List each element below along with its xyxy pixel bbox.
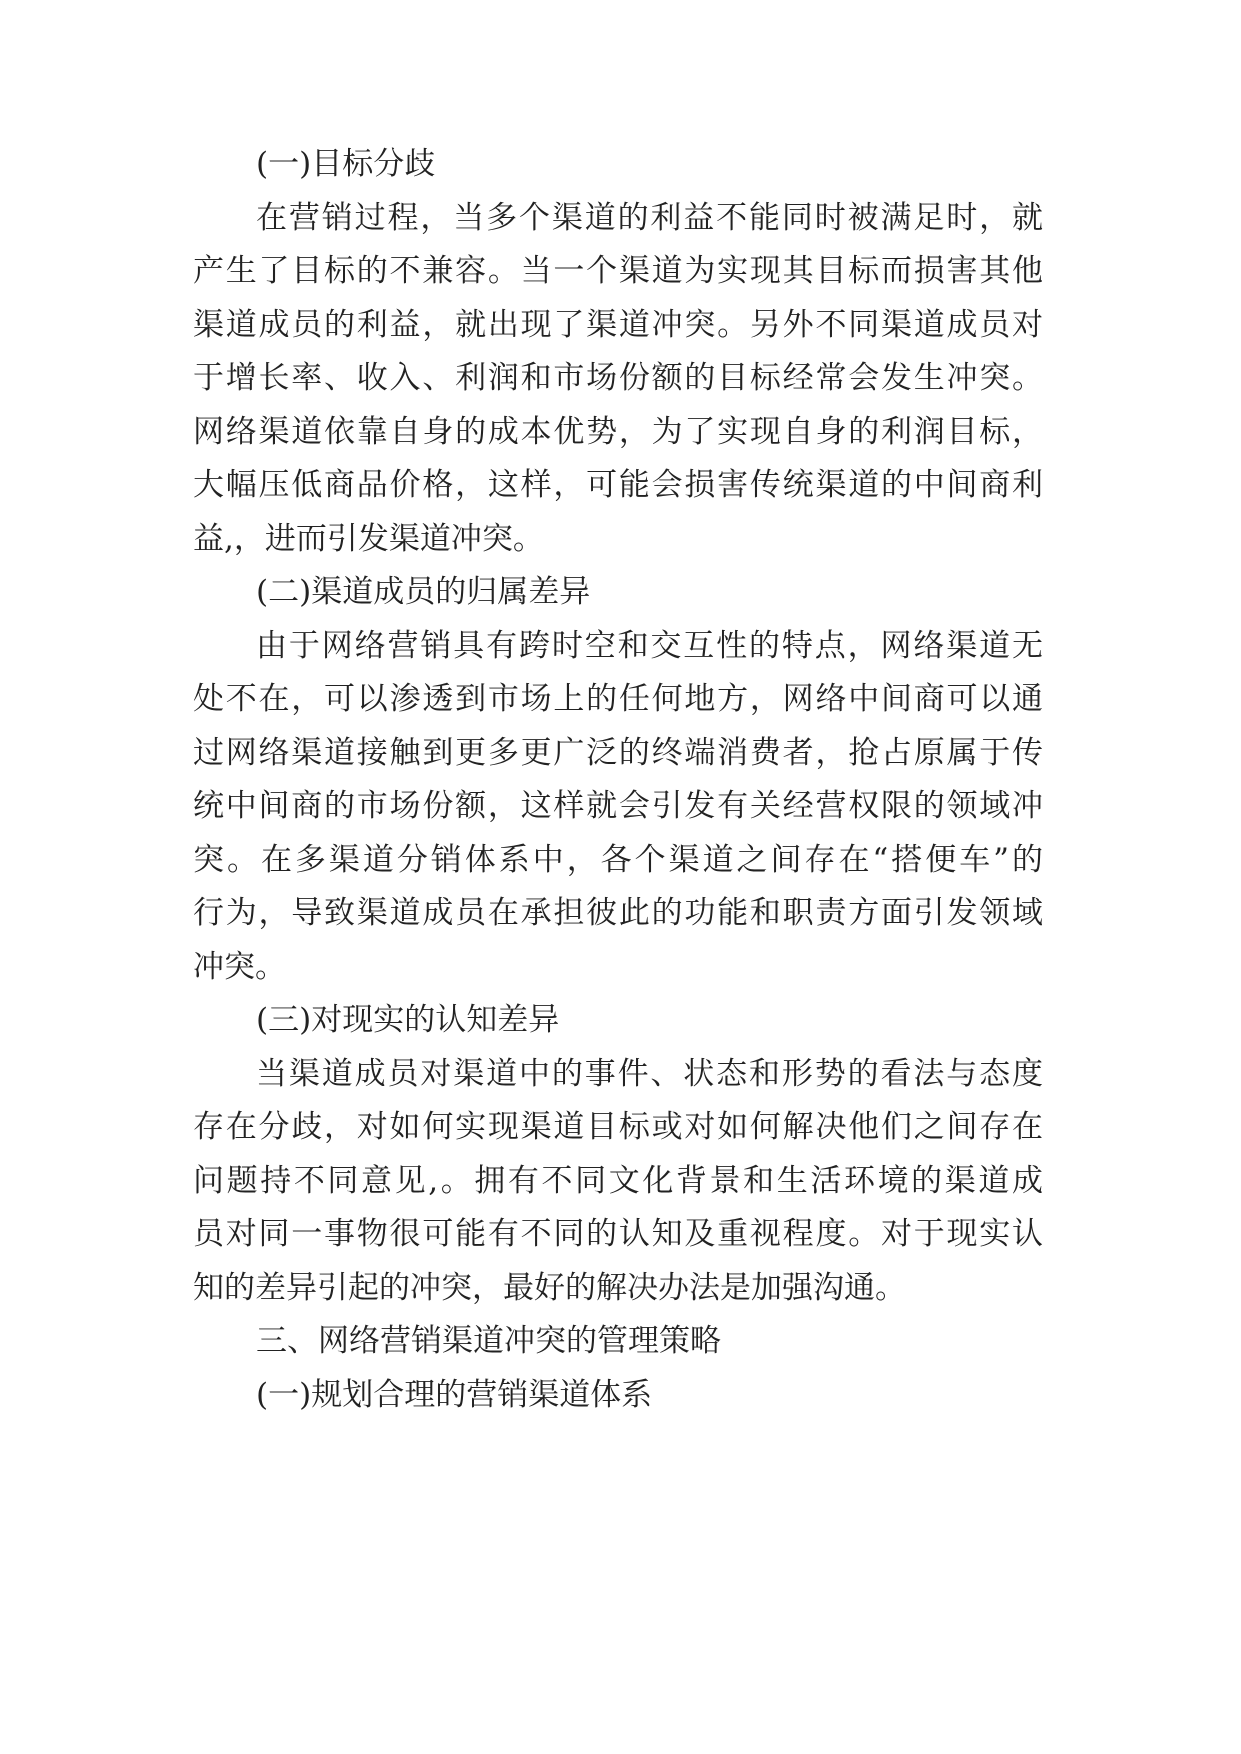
heading-text: (三)对现实的认知差异 — [256, 1002, 560, 1038]
heading-text: 三、网络营销渠道冲突的管理策略 — [256, 1323, 721, 1359]
paragraph-line: 益,，进而引发渠道冲突。 — [193, 520, 544, 557]
paragraph-line: 统中间商的市场份额，这样就会引发有关经营权限的领域冲 — [193, 788, 1043, 824]
heading-text: (一)目标分歧 — [256, 146, 436, 182]
paragraph-line: 大幅压低商品价格，这样，可能会损害传统渠道的中间商利 — [193, 467, 1043, 503]
paragraph-line: 渠道成员的利益，就出现了渠道冲突。另外不同渠道成员对 — [193, 306, 1043, 343]
heading-text: (一)规划合理的营销渠道体系 — [256, 1376, 653, 1413]
paragraph-line: 冲突。 — [193, 948, 286, 985]
paragraph-line: 在营销过程，当多个渠道的利益不能同时被满足时，就 — [256, 199, 1043, 236]
paragraph-line: 存在分歧，对如何实现渠道目标或对如何解决他们之间存在 — [193, 1109, 1043, 1145]
paragraph-line: 产生了目标的不兼容。当一个渠道为实现其目标而损害其他 — [193, 253, 1043, 289]
paragraph-line: 当渠道成员对渠道中的事件、状态和形势的看法与态度 — [256, 1055, 1043, 1092]
paragraph-line: 过网络渠道接触到更多更广泛的终端消费者，抢占原属于传 — [193, 734, 1043, 771]
paragraph-line: 网络渠道依靠自身的成本优势，为了实现自身的利润目标， — [193, 413, 1043, 450]
paragraph-line: 突。在多渠道分销体系中，各个渠道之间存在“搭便车”的 — [193, 841, 1043, 878]
paragraph-line: 行为，导致渠道成员在承担彼此的功能和职责方面引发领域 — [193, 895, 1043, 931]
paragraph-line: 由于网络营销具有跨时空和交互性的特点，网络渠道无 — [256, 627, 1043, 664]
paragraph-line: 员对同一事物很可能有不同的认知及重视程度。对于现实认 — [193, 1216, 1043, 1252]
paragraph-line: 问题持不同意见,。拥有不同文化背景和生活环境的渠道成 — [193, 1162, 1043, 1199]
heading-text: (二)渠道成员的归属差异 — [256, 574, 591, 610]
paragraph-line: 于增长率、收入、利润和市场份额的目标经常会发生冲突。 — [193, 360, 1043, 396]
paragraph-line: 知的差异引起的冲突，最好的解决办法是加强沟通。 — [193, 1269, 906, 1306]
paragraph-line: 处不在，可以渗透到市场上的任何地方，网络中间商可以通 — [193, 681, 1043, 717]
